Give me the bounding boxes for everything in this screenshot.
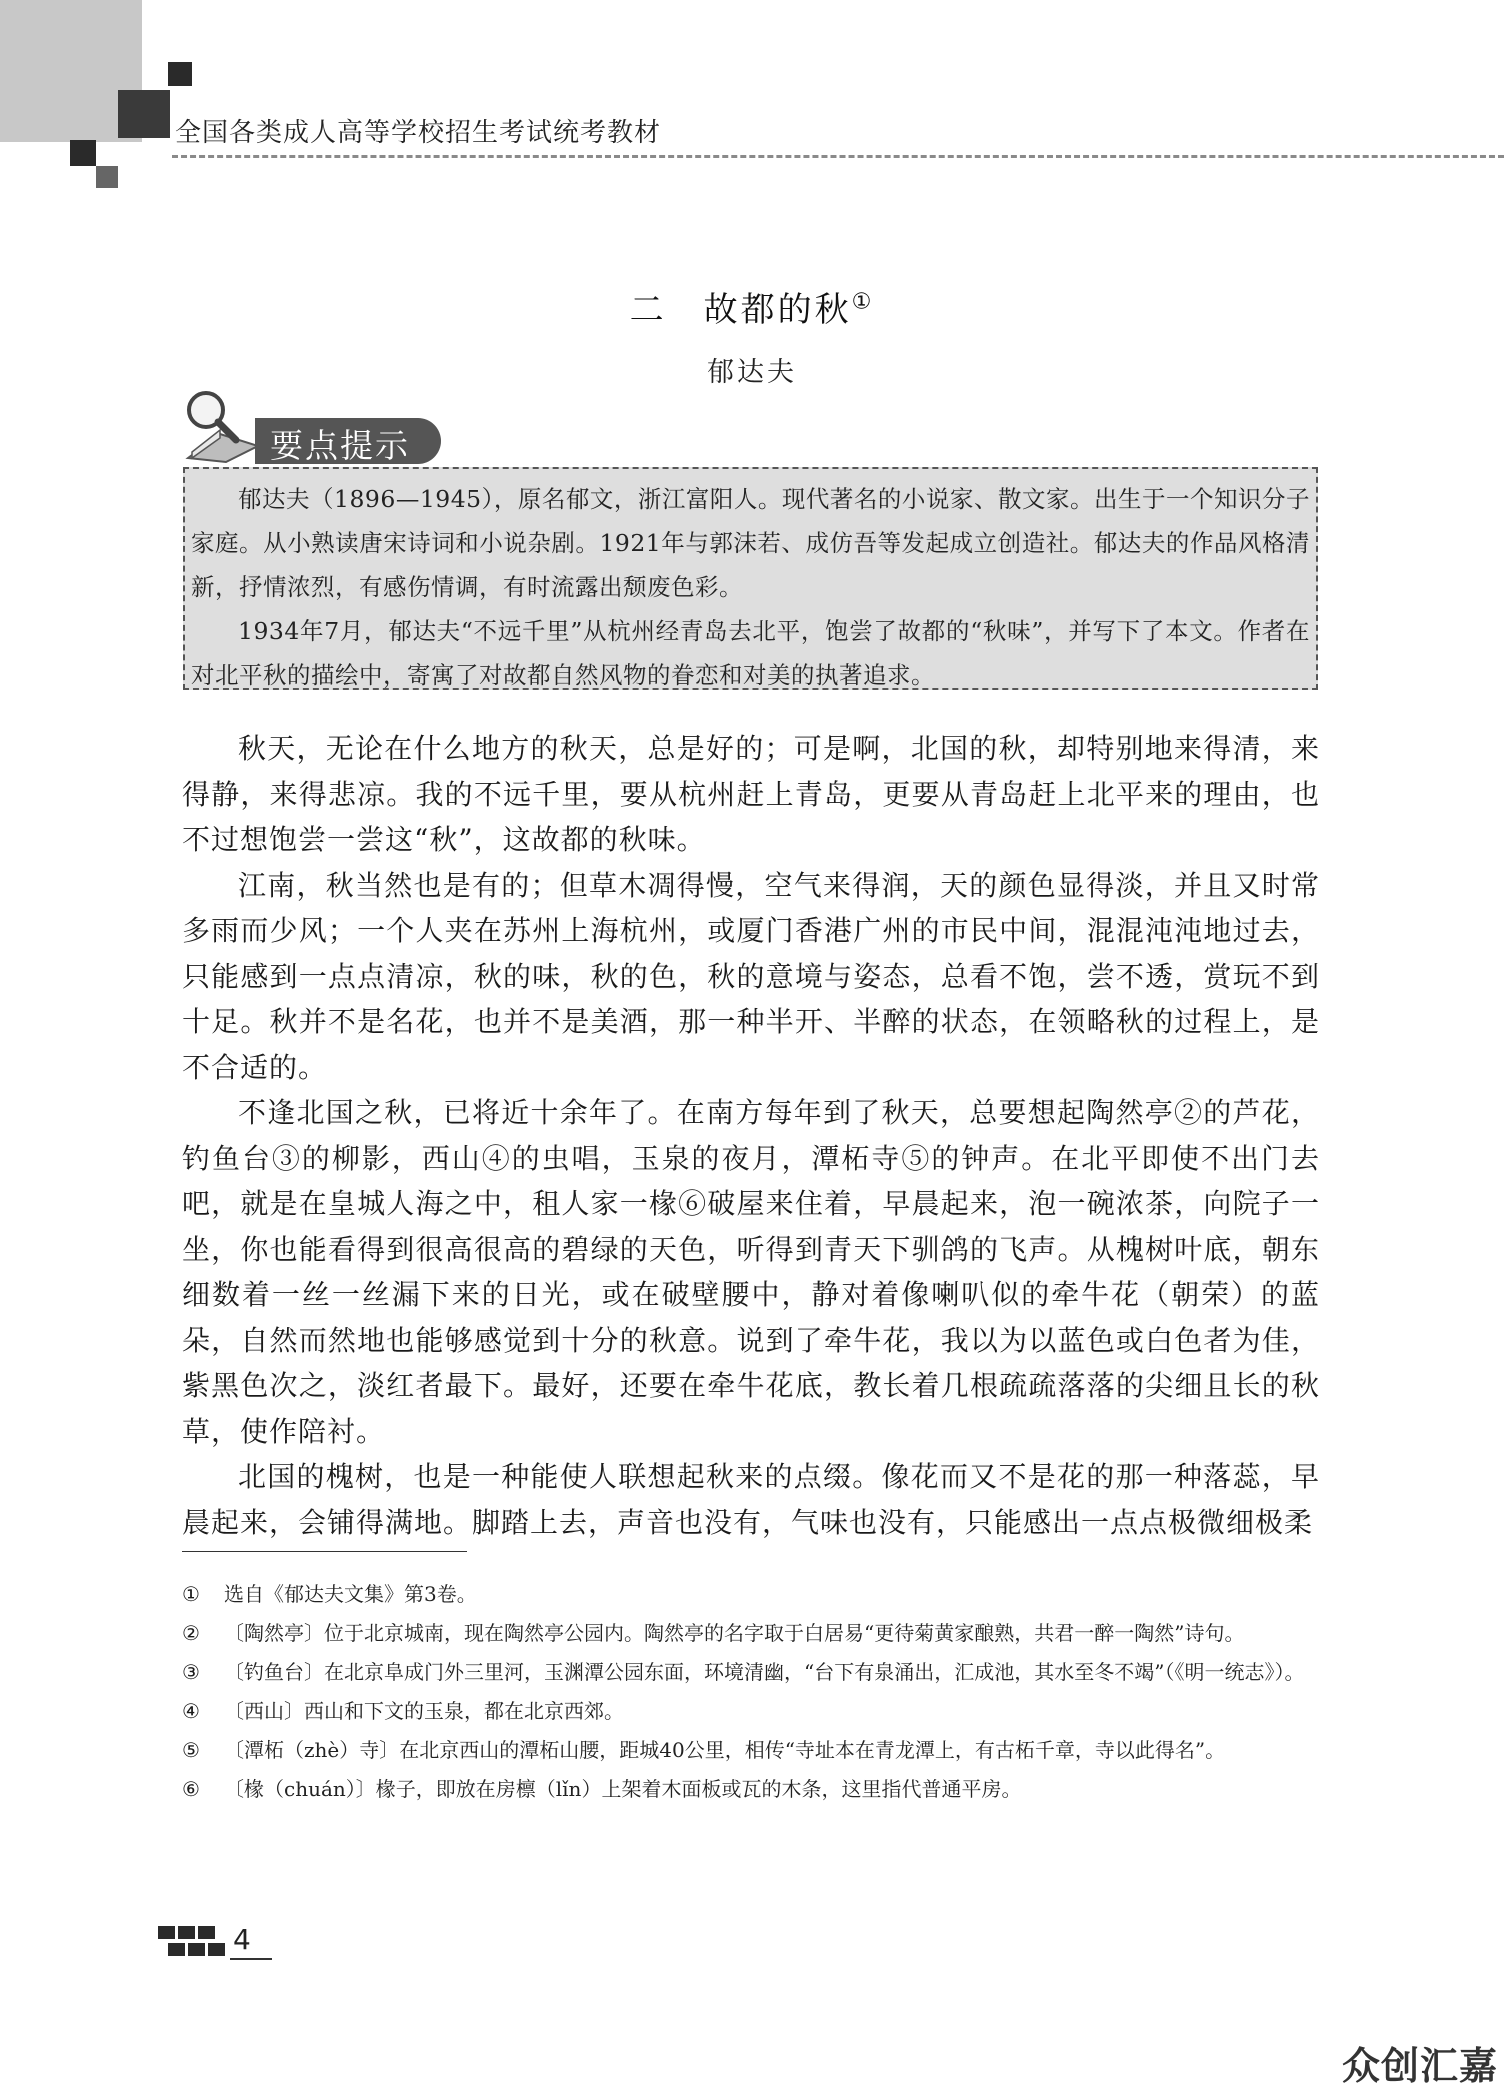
- header-dashed-rule: [172, 155, 1504, 158]
- footnote-number: ①: [182, 1582, 200, 1606]
- footnote-item: [182, 1656, 1322, 1688]
- tips-label: 要点提示: [270, 426, 410, 465]
- footnote-item: [182, 1617, 1322, 1649]
- chapter-title-text: 二 故都的秋: [629, 290, 852, 330]
- body-paragraph: 秋天，无论在什么地方的秋天，总是好的；可是啊，北国的秋，却特别地来得清，来得静，来得悲凉。我的不远千里，要从杭州赶上青岛，更要从青岛赶上北平来的理由，也不过想饱尝一尝这“秋”，这故都的秋味。: [182, 732, 1320, 856]
- footnote-text: 〔钓鱼台〕在北京阜成门外三里河，玉渊潭公园东面，环境清幽，“台下有泉涌出，汇成池，其水至冬不竭”（《明一统志》）。: [224, 1660, 1305, 1684]
- article-body: [182, 726, 1320, 1545]
- page-number-underline: [230, 1958, 272, 1960]
- chapter-title-footnote-mark: ①: [851, 289, 875, 315]
- footnote-item: [182, 1773, 1322, 1805]
- footnote-divider: [182, 1551, 467, 1552]
- page-number: 4: [233, 1923, 251, 1956]
- tips-box: [183, 467, 1318, 690]
- footnote-number: ③: [182, 1660, 200, 1684]
- watermark-text: 众创汇嘉: [1341, 2044, 1498, 2088]
- footnote-item: [182, 1695, 1322, 1727]
- footnote-number: ⑥: [182, 1777, 200, 1801]
- magnifier-book-icon: [178, 388, 262, 464]
- body-paragraph: 江南，秋当然也是有的；但草木凋得慢，空气来得润，天的颜色显得淡，并且又时常多雨而少风；一个人夹在苏州上海杭州，或厦门香港广州的市民中间，混混沌沌地过去，只能感到一点点清凉，秋的味，秋的色，秋的意境与姿态，总看不饱，尝不透，赏玩不到十足。秋并不是名花，也并不是美酒，那一种半开、半醉的状态，在领略秋的过程上，是不合适的。: [182, 868, 1320, 1084]
- footnote-number: ②: [182, 1621, 200, 1645]
- footnote-item: [182, 1734, 1322, 1766]
- footnotes: [182, 1578, 1322, 1812]
- footnote-number: ④: [182, 1699, 200, 1723]
- footnote-text: 〔潭柘（zhè）寺〕在北京西山的潭柘山腰，距城40公里，相传“寺址本在青龙潭上，有古柘千章，寺以此得名”。: [224, 1738, 1226, 1762]
- body-paragraph: 北国的槐树，也是一种能使人联想起秋来的点缀。像花而又不是花的那一种落蕊，早晨起来，会铺得满地。脚踏上去，声音也没有，气味也没有，只能感出一点点极微细极柔: [182, 1460, 1320, 1539]
- footnote-item: [182, 1578, 1322, 1610]
- tips-paragraph: 郁达夫（1896—1945），原名郁文，浙江富阳人。现代著名的小说家、散文家。出生于一个知识分子家庭。从小熟读唐宋诗词和小说杂剧。1921年与郭沫若、成仿吾等发起成立创造社。郁达夫的作品风格清新，抒情浓烈，有感伤情调，有时流露出颓废色彩。: [191, 485, 1310, 601]
- footnote-text: 〔椽（chuán）〕椽子，即放在房檩（lǐn）上架着木面板或瓦的木条，这里指代普通平房。: [224, 1777, 1022, 1801]
- body-paragraph: 不逢北国之秋，已将近十余年了。在南方每年到了秋天，总要想起陶然亭②的芦花，钓鱼台③的柳影，西山④的虫唱，玉泉的夜月，潭柘寺⑤的钟声。在北平即使不出门去吧，就是在皇城人海之中，租人家一椽⑥破屋来住着，早晨起来，泡一碗浓茶，向院子一坐，你也能看得到很高很高的碧绿的天色，听得到青天下驯鸽的飞声。从槐树叶底，朝东细数着一丝一丝漏下来的日光，或在破壁腰中，静对着像喇叭似的牵牛花（朝荣）的蓝朵，自然而然地也能够感觉到十分的秋意。说到了牵牛花，我以为以蓝色或白色者为佳，紫黑色次之，淡红者最下。最好，还要在牵牛花底，教长着几根疏疏落落的尖细且长的秋草，使作陪衬。: [182, 1096, 1320, 1448]
- header-title: 全国各类成人高等学校招生考试统考教材: [175, 118, 662, 148]
- chapter-title: [0, 282, 1504, 331]
- tips-paragraph: 1934年7月，郁达夫“不远千里”从杭州经青岛去北平，饱尝了故都的“秋味”，并写下了本文。作者在对北平秋的描绘中，寄寓了对故都自然风物的眷恋和对美的执著追求。: [191, 617, 1310, 689]
- author-name: 郁达夫: [707, 357, 797, 388]
- footnote-text: 〔陶然亭〕位于北京城南，现在陶然亭公园内。陶然亭的名字取于白居易“更待菊黄家酿熟，共君一醉一陶然”诗句。: [224, 1621, 1245, 1645]
- footnote-text: 〔西山〕西山和下文的玉泉，都在北京西郊。: [224, 1699, 624, 1723]
- footnote-number: ⑤: [182, 1738, 200, 1762]
- footnote-text: 选自《郁达夫文集》第3卷。: [224, 1582, 477, 1606]
